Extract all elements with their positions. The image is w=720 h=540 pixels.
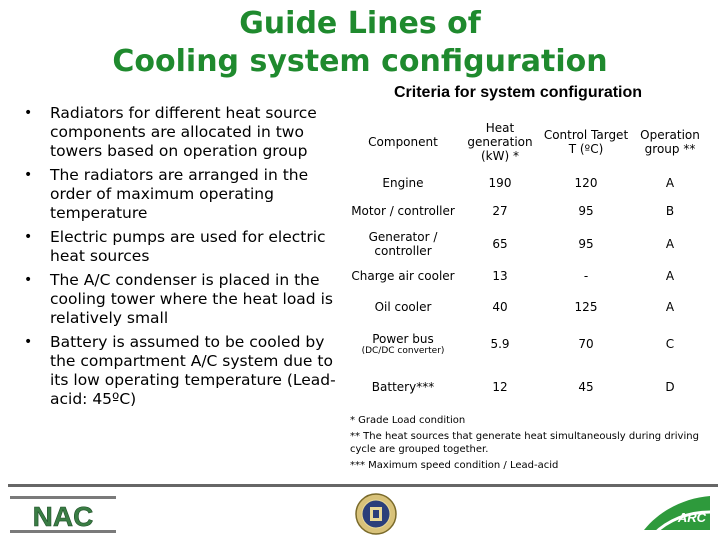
table-row xyxy=(346,292,708,322)
cell-component: Motor / controller xyxy=(351,204,455,218)
cell-component xyxy=(346,322,460,366)
cell-target: - xyxy=(583,269,589,283)
cell-component: Engine xyxy=(382,176,424,190)
table-row xyxy=(346,194,708,228)
cell-component: Charge air cooler xyxy=(351,269,455,283)
footer-divider xyxy=(8,484,718,487)
cell-target: 70 xyxy=(578,337,594,351)
table-row xyxy=(346,228,708,260)
cell-heat: 5.9 xyxy=(490,337,510,351)
cell-component: Oil cooler xyxy=(374,300,432,314)
bullet-item: • Battery is assumed to be cooled by the compartment A/C system due to its low operating temperature (Lead-acid: 45ºC) xyxy=(22,333,344,409)
cell-heat: 12 xyxy=(492,380,508,394)
header-target: Control Target T (ºC) xyxy=(543,128,629,156)
arc-logo-text: ARC xyxy=(677,510,707,525)
criteria-heading: Criteria for system configuration xyxy=(394,84,643,101)
cell-group: C xyxy=(665,337,675,351)
cell-target: 95 xyxy=(578,204,594,218)
cell-group: A xyxy=(665,269,675,283)
bullet-item: • The A/C condenser is placed in the cooling tower where the heat load is relatively small xyxy=(22,271,344,328)
cell-target: 95 xyxy=(578,237,594,251)
cell-target: 45 xyxy=(578,380,594,394)
cell-target: 120 xyxy=(574,176,598,190)
cell-component-sub: (DC/DC converter) xyxy=(361,346,445,356)
nac-logo xyxy=(8,490,118,536)
bullet-item: • Radiators for different heat source components are allocated in two towers based on operation group xyxy=(22,104,344,161)
arc-logo xyxy=(640,490,712,536)
cell-group: A xyxy=(665,300,675,314)
page-title-line1: Guide Lines of xyxy=(239,6,481,41)
criteria-table xyxy=(346,112,708,408)
footnotes xyxy=(350,414,710,475)
nac-logo-text: NAC xyxy=(32,501,94,532)
page-title-line2: Cooling system configuration xyxy=(112,44,608,79)
footnote: ** The heat sources that generate heat simultaneously during driving cycle are grouped together. xyxy=(350,431,699,455)
table-row xyxy=(346,322,708,366)
cell-heat: 13 xyxy=(492,269,508,283)
cell-group: B xyxy=(665,204,675,218)
university-seal-icon xyxy=(354,492,398,536)
bullet-item: • The radiators are arranged in the order of maximum operating temperature xyxy=(22,166,344,223)
cell-group: D xyxy=(665,380,675,394)
header-group: Operation group ** xyxy=(640,128,700,156)
cell-heat: 190 xyxy=(488,176,512,190)
cell-heat: 65 xyxy=(492,237,508,251)
cell-group: A xyxy=(665,176,675,190)
table-row xyxy=(346,260,708,292)
table-row xyxy=(346,366,708,408)
cell-target: 125 xyxy=(574,300,598,314)
table-header-row xyxy=(346,112,708,172)
footnote: * Grade Load condition xyxy=(350,415,466,426)
header-heat: Heat generation (kW) * xyxy=(467,121,533,163)
header-component: Component xyxy=(368,135,438,149)
bullet-list xyxy=(22,104,344,414)
footnote: *** Maximum speed condition / Lead-acid xyxy=(350,460,559,471)
cell-heat: 27 xyxy=(492,204,508,218)
bullet-item: • Electric pumps are used for electric heat sources xyxy=(22,228,344,266)
cell-heat: 40 xyxy=(492,300,508,314)
cell-group: A xyxy=(665,237,675,251)
table-row xyxy=(346,172,708,194)
cell-component: Battery*** xyxy=(371,380,435,394)
cell-component: Generator / controller xyxy=(368,230,438,258)
cell-component-main: Power bus xyxy=(372,332,434,346)
